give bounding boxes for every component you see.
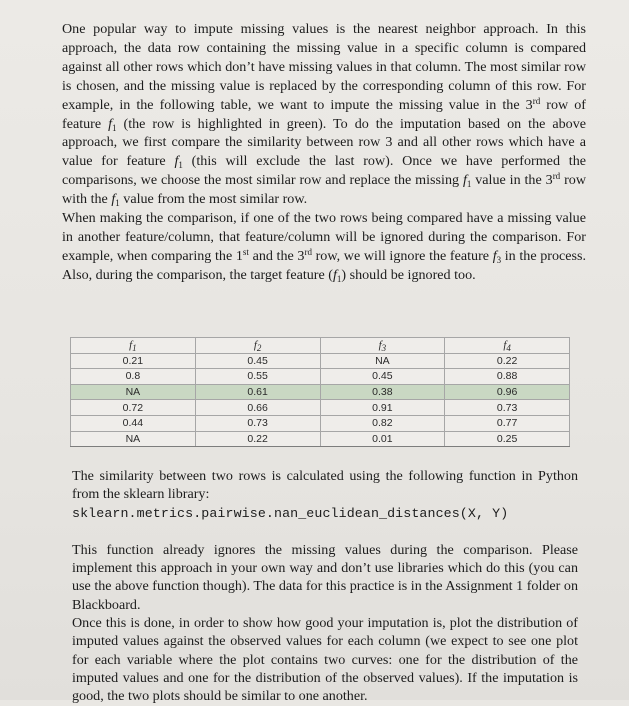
header-symbol: f	[503, 339, 507, 352]
table-row	[71, 400, 570, 416]
text-run: The similarity between two rows is calculated using the following function in Python from the sklearn library:	[72, 468, 578, 503]
column-header-f1	[71, 338, 196, 354]
ordinal-suffix: rd	[552, 171, 561, 182]
paragraph-spacer	[72, 523, 578, 541]
text-run: row of feature	[62, 96, 586, 132]
table-cell: 0.96	[445, 384, 570, 400]
ordinal-suffix: st	[242, 246, 249, 257]
table-cell: 0.88	[445, 369, 570, 385]
header-symbol: f	[253, 339, 257, 352]
feature-subscript: 1	[178, 160, 183, 171]
feature-subscript: 1	[112, 122, 117, 133]
feature-table-container	[70, 337, 570, 447]
feature-symbol: f	[332, 266, 337, 283]
table-cell: NA	[71, 384, 196, 400]
table-cell: 0.55	[195, 369, 320, 385]
text-run: When making the comparison, if one of the two rows being compared have a missing value in another feature/column, that feature/column will be ignored during the comparison. For example, when comparing the 1	[62, 210, 586, 264]
text-run: row, we will ignore the feature	[311, 247, 493, 264]
table-header-row	[71, 338, 570, 354]
text-run: (this will exclude the last row). Once we have performed the comparisons, we choose the most similar row and replace the missing	[62, 153, 586, 189]
highlighted-table-row	[71, 384, 570, 400]
column-header-f3	[320, 338, 445, 354]
table-cell: 0.66	[195, 400, 320, 416]
feature-subscript: 1	[336, 273, 342, 284]
table-row	[71, 431, 570, 447]
header-subscript: 2	[256, 343, 262, 354]
intro-text	[62, 20, 586, 285]
table-cell: 0.38	[320, 384, 445, 400]
function-code: sklearn.metrics.pairwise.nan_euclidean_distances(X, Y)	[72, 505, 509, 521]
text-run: ) should be ignored too.	[341, 266, 476, 283]
paragraph-comparison-rules	[62, 209, 586, 285]
header-subscript: 1	[132, 343, 137, 354]
table-row	[71, 369, 570, 385]
table-cell: 0.45	[320, 369, 445, 385]
table-cell: 0.73	[445, 400, 570, 416]
table-cell: 0.22	[195, 431, 320, 447]
text-run: value in the 3	[471, 172, 553, 189]
paragraph-implementation-note: This function already ignores the missing values during the comparison. Please implement this approach in your own way and don’t use libraries which do this (you can use the above function though). The data for this practice is in the Assignment 1 folder on Blackboard.	[72, 541, 578, 613]
table-cell: 0.25	[445, 431, 570, 447]
table-cell: 0.82	[320, 415, 445, 431]
text-run: One popular way to impute missing values is the nearest neighbor approach. In this approach, the data row containing the missing value in a specific column is compared against all other rows which don’t have missing values in that column. The most similar row is chosen, and the missing value is replaced by the corresponding column of this row. For example, in the following table, we want to impute the missing value in the 3	[62, 21, 586, 113]
feature-symbol: f	[174, 153, 179, 170]
feature-subscript: 1	[115, 198, 120, 209]
feature-table	[70, 337, 570, 447]
text-run: value from the most similar row.	[119, 191, 308, 208]
header-subscript: 3	[381, 343, 387, 354]
feature-subscript: 3	[496, 254, 502, 265]
feature-subscript: 1	[466, 179, 472, 190]
text-run: row with the	[62, 172, 586, 208]
paragraph-similarity-function	[72, 467, 578, 523]
table-row	[71, 353, 570, 369]
table-cell: NA	[320, 353, 445, 369]
instructions-text	[72, 467, 578, 706]
table-cell: NA	[71, 431, 196, 447]
paragraph-nearest-neighbor	[62, 20, 586, 209]
header-symbol: f	[129, 339, 133, 352]
feature-symbol: f	[108, 115, 113, 132]
column-header-f2	[195, 338, 320, 354]
table-cell: 0.61	[195, 384, 320, 400]
feature-symbol: f	[111, 191, 116, 208]
table-cell: 0.44	[71, 415, 196, 431]
table-cell: 0.45	[195, 353, 320, 369]
feature-symbol: f	[492, 247, 497, 264]
header-subscript: 4	[506, 343, 511, 354]
table-cell: 0.77	[445, 415, 570, 431]
text-run: in the process. Also, during the comparison, the target feature (	[62, 247, 587, 283]
table-cell: 0.01	[320, 431, 445, 447]
table-cell: 0.22	[445, 353, 570, 369]
table-cell: 0.91	[320, 400, 445, 416]
column-header-f4	[445, 338, 570, 354]
text-run: (the row is highlighted in green). To do the imputation based on the above approach, we first compare the similarity between row 3 and all other rows which have a value for feature	[62, 115, 587, 170]
table-row	[71, 415, 570, 431]
table-cell: 0.8	[71, 369, 196, 385]
table-cell: 0.73	[195, 415, 320, 431]
paragraph-plot-instructions: Once this is done, in order to show how good your imputation is, plot the distribution of imputed values against the observed values for each column (we expect to see one plot for each variable where the plot contains two curves: one for the distribution of the imputed values and one for the distribution of the observed values). If the imputation is good, the two plots should be similar to one another.	[72, 615, 578, 705]
text-run: and the 3	[248, 247, 305, 264]
ordinal-suffix: rd	[532, 95, 541, 106]
header-symbol: f	[378, 339, 382, 352]
feature-symbol: f	[462, 172, 467, 189]
table-cell: 0.21	[71, 353, 196, 369]
table-cell: 0.72	[71, 400, 196, 416]
ordinal-suffix: rd	[304, 246, 312, 257]
